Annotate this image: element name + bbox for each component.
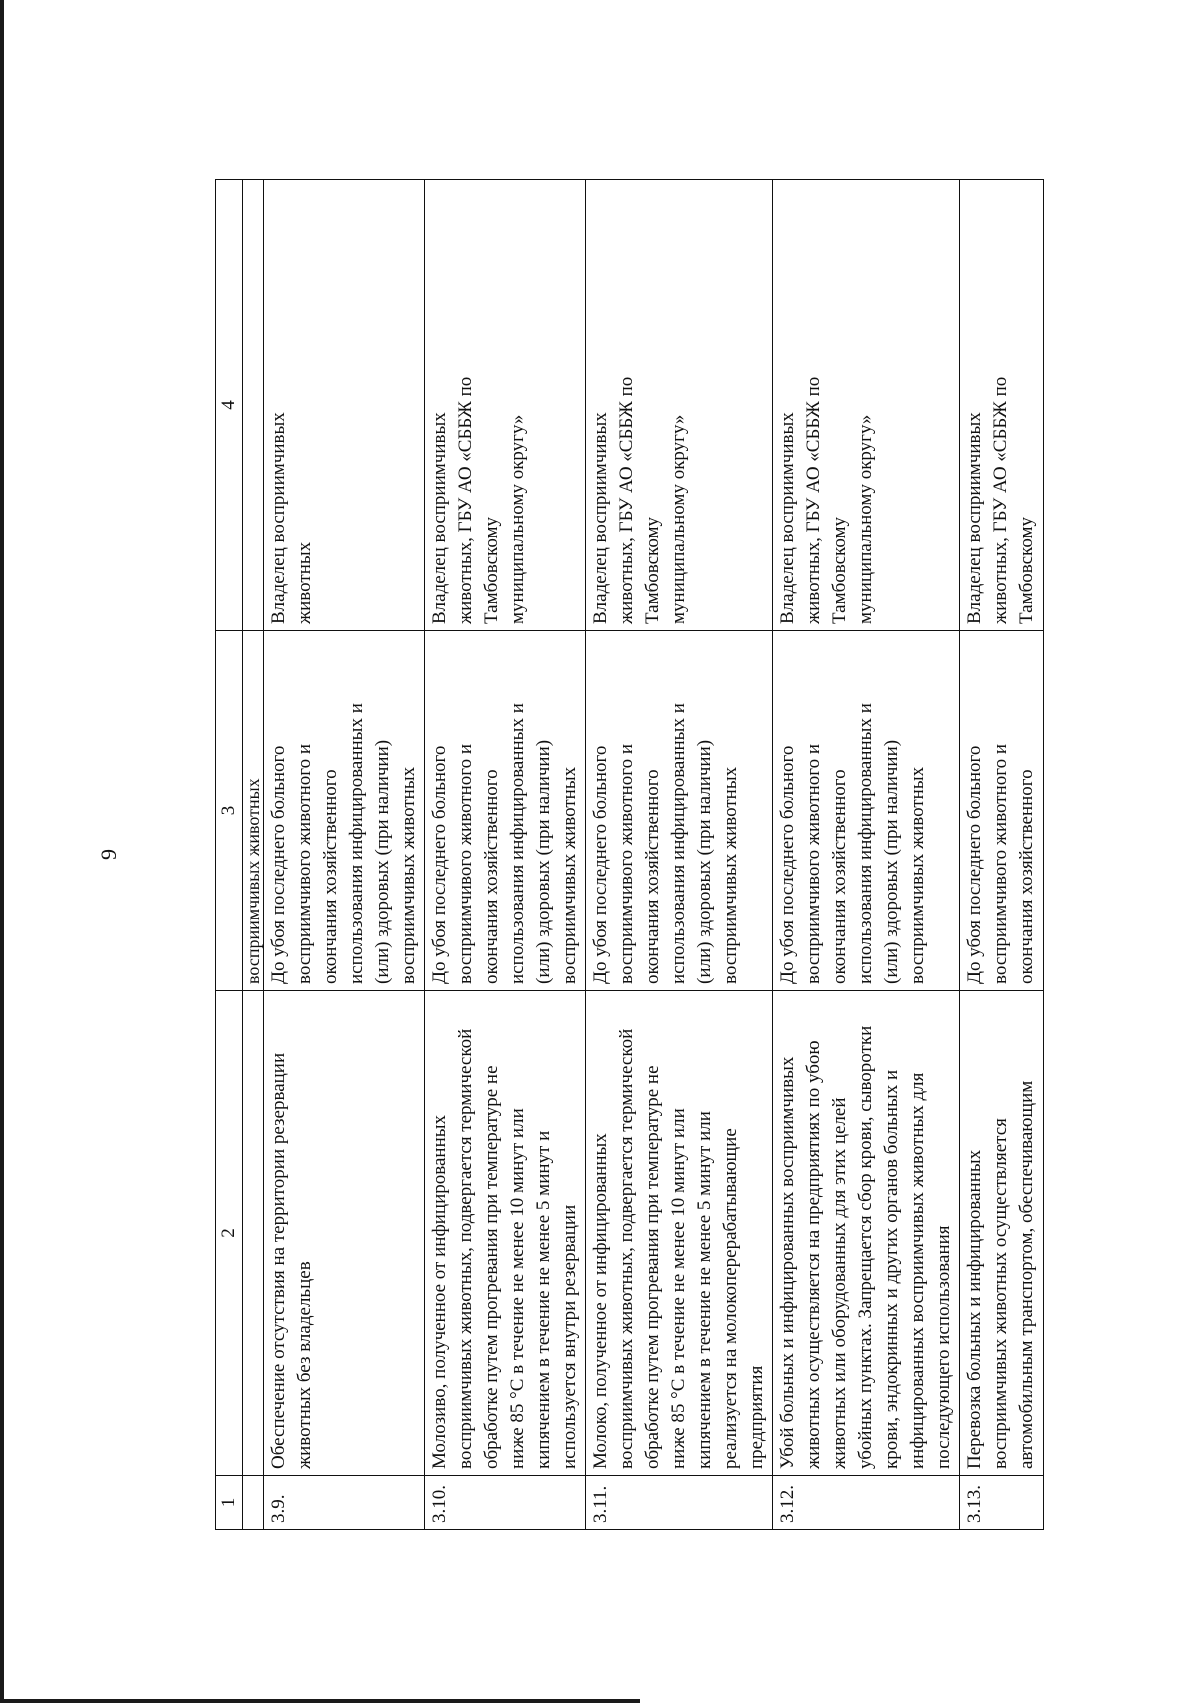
responsible-cell: Владелец восприимчивых животных, ГБУ АО «СББЖ по Тамбовскому <box>960 180 1044 631</box>
responsible-cell: Владелец восприимчивых животных, ГБУ АО «СББЖ по Тамбовскому муниципальному округу» <box>425 180 586 631</box>
column-header: 4 <box>216 180 243 631</box>
column-header: 2 <box>216 991 243 1476</box>
measures-table <box>215 179 1044 1530</box>
measure-cell: Молозиво, полученное от инфицированных восприимчивых животных, подвергается термической обработке путем прогревания при температуре не ниже 85 °С в течение не менее 10 минут или кипячением в течение не менее 5 минут и используется внутри резервации <box>425 991 586 1476</box>
table-row <box>425 180 586 1530</box>
term-cell: До убоя последнего больного восприимчивого животного и окончания хозяйственного использования инфицированных и (или) здоровых (при наличии) восприимчивых животных <box>773 631 960 991</box>
column-number-row <box>216 180 243 1530</box>
row-number: 3.10. <box>425 1476 586 1530</box>
column-header: 1 <box>216 1476 243 1530</box>
responsible-cell: Владелец восприимчивых животных, ГБУ АО «СББЖ по Тамбовскому муниципальному округу» <box>773 180 960 631</box>
measure-cell: Молоко, полученное от инфицированных восприимчивых животных, подвергается термической обработке путем прогревания при температуре не ниже 85 °С в течение не менее 10 минут или кипячением в течение не менее 5 минут или реализуется на молокоперерабатывающие предприятия <box>586 991 773 1476</box>
row-number: 3.13. <box>960 1476 1044 1530</box>
table-row <box>773 180 960 1530</box>
rotated-table-container <box>215 180 1035 1530</box>
scan-border-bottom <box>0 1699 640 1703</box>
table-row <box>264 180 425 1530</box>
term-cell: До убоя последнего больного восприимчивого животного и окончания хозяйственного использования инфицированных и (или) здоровых (при наличии) восприимчивых животных <box>425 631 586 991</box>
row-number: 3.9. <box>264 1476 425 1530</box>
term-cell: До убоя последнего больного восприимчивого животного и окончания хозяйственного использования инфицированных и (или) здоровых (при наличии) восприимчивых животных <box>264 631 425 991</box>
measure-cell: Перевозка больных и инфицированных восприимчивых животных осуществляется автомобильным транспортом, обеспечивающим <box>960 991 1044 1476</box>
term-cell: До убоя последнего больного восприимчивого животного и окончания хозяйственного использования инфицированных и (или) здоровых (при наличии) восприимчивых животных <box>586 631 773 991</box>
page-number: 9 <box>96 849 121 860</box>
measure-cell: Обеспечение отсутствия на территории резервации животных без владельцев <box>264 991 425 1476</box>
row-number: 3.12. <box>773 1476 960 1530</box>
column-header: 3 <box>216 631 243 991</box>
table-row <box>586 180 773 1530</box>
continued-cell: восприимчивых животных <box>243 631 264 991</box>
scan-border-left <box>0 0 4 1703</box>
table-row <box>960 180 1044 1530</box>
responsible-cell: Владелец восприимчивых животных <box>264 180 425 631</box>
term-cell: До убоя последнего больного восприимчивого животного и окончания хозяйственного <box>960 631 1044 991</box>
continuation-row <box>243 180 264 1530</box>
row-number: 3.11. <box>586 1476 773 1530</box>
measure-cell: Убой больных и инфицированных восприимчивых животных осуществляется на предприятиях по убою животных или оборудованных для этих целей убойных пунктах. Запрещается сбор крови, сыворотки крови, эндокринных и других органов больных и инфицированных восприимчивых животных для последующего использования <box>773 991 960 1476</box>
responsible-cell: Владелец восприимчивых животных, ГБУ АО «СББЖ по Тамбовскому муниципальному округу» <box>586 180 773 631</box>
